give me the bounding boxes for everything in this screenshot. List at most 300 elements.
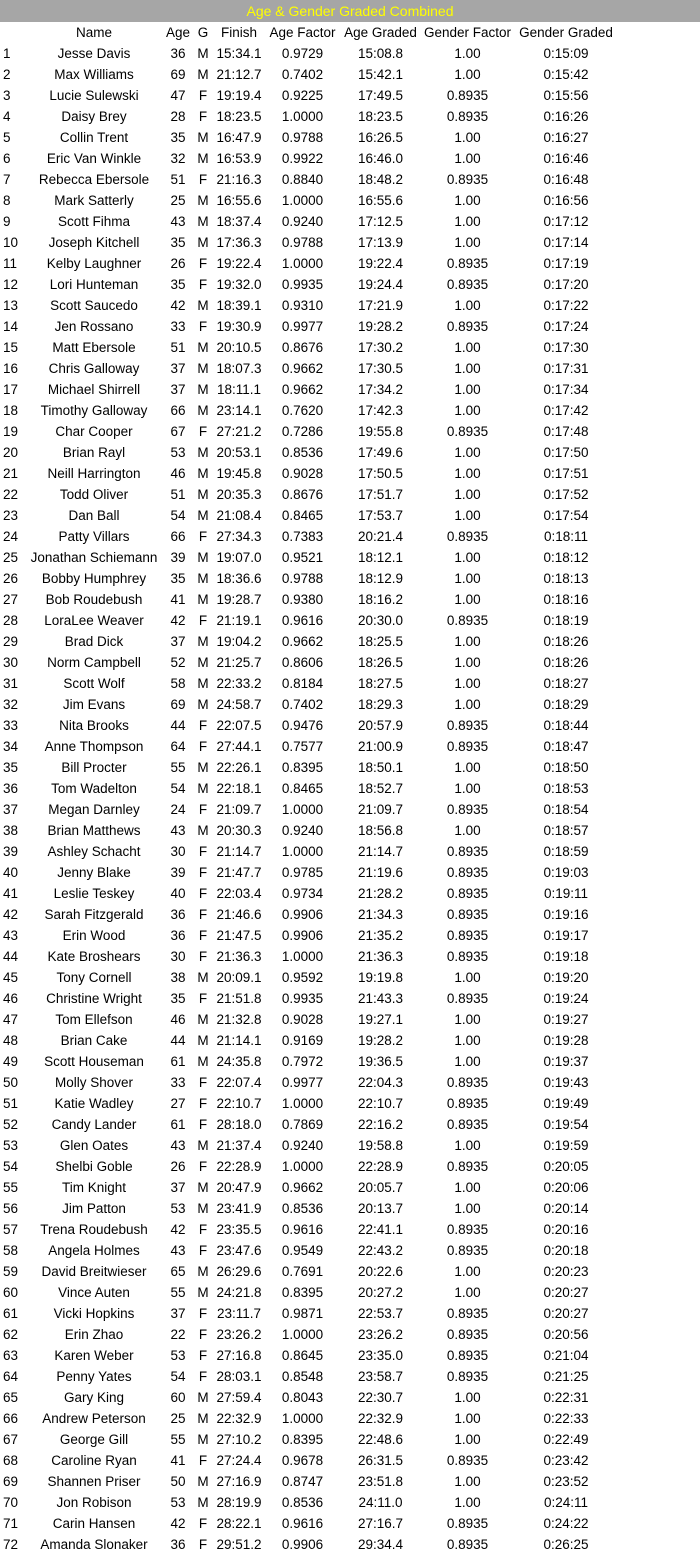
gender-graded-time-cell: 0:19:49: [543, 1096, 589, 1111]
age-cell: 25: [170, 193, 186, 208]
age-factor-cell: 0.9380: [281, 592, 324, 607]
runner-name-cell: Gary King: [63, 1390, 125, 1405]
row-spacer: [619, 106, 700, 127]
place-cell: 72: [3, 1537, 19, 1552]
gender-graded-time-cell: 0:17:19: [543, 256, 589, 271]
table-row: [0, 778, 700, 799]
gender-factor-cell: 0.8935: [446, 277, 489, 292]
gender-graded-time-cell: 0:20:27: [543, 1306, 589, 1321]
finish-time-cell: 27:21.2: [216, 424, 262, 439]
row-spacer: [619, 190, 700, 211]
sheet-title: Age & Gender Graded Combined: [0, 0, 700, 22]
gender-factor-cell: 1.00: [454, 1390, 481, 1405]
place-cell: 48: [3, 1033, 19, 1048]
finish-time-cell: 19:30.9: [216, 319, 262, 334]
results-body: [0, 43, 700, 1555]
table-row: [0, 232, 700, 253]
finish-time-cell: 22:18.1: [216, 781, 262, 796]
table-row: [0, 463, 700, 484]
runner-name-cell: Rebecca Ebersole: [38, 172, 150, 187]
finish-time-cell: 21:47.7: [216, 865, 262, 880]
gender-graded-time-cell: 0:16:48: [543, 172, 589, 187]
age-cell: 66: [170, 529, 186, 544]
gender-graded-time-cell: 0:20:23: [543, 1264, 589, 1279]
gender-factor-cell: 1.00: [454, 214, 481, 229]
age-graded-time-cell: 23:58.7: [357, 1369, 404, 1384]
age-cell: 36: [170, 46, 186, 61]
runner-name-cell: Lori Hunteman: [49, 277, 139, 292]
age-factor-cell: 0.8676: [281, 340, 324, 355]
age-factor-cell: 0.9788: [281, 130, 324, 145]
runner-name-cell: Brad Dick: [64, 634, 124, 649]
gender-graded-time-cell: 0:19:16: [543, 907, 589, 922]
finish-time-cell: 20:10.5: [216, 340, 262, 355]
table-row: [0, 988, 700, 1009]
place-cell: 11: [3, 256, 18, 271]
finish-time-cell: 22:26.1: [216, 760, 262, 775]
runner-name-cell: Ashley Schacht: [47, 844, 141, 859]
gender-cell: F: [198, 424, 208, 439]
age-cell: 30: [170, 844, 186, 859]
table-row: [0, 64, 700, 85]
gender-cell: F: [198, 256, 208, 271]
age-cell: 54: [170, 1369, 186, 1384]
age-cell: 37: [170, 634, 186, 649]
age-graded-time-cell: 22:32.9: [357, 1411, 404, 1426]
finish-time-cell: 24:58.7: [216, 697, 262, 712]
place-cell: 23: [3, 508, 19, 523]
gender-cell: M: [197, 1138, 209, 1153]
gender-graded-time-cell: 0:18:26: [543, 634, 589, 649]
age-factor-cell: 0.9662: [281, 361, 324, 376]
finish-time-cell: 20:30.3: [216, 823, 262, 838]
place-cell: 54: [3, 1159, 19, 1174]
age-factor-cell: 0.8840: [281, 172, 324, 187]
row-spacer: [619, 757, 700, 778]
place-cell: 44: [3, 949, 19, 964]
gender-factor-cell: 1.00: [454, 592, 481, 607]
gender-graded-time-cell: 0:19:18: [543, 949, 589, 964]
header-place: [0, 22, 26, 43]
age-factor-cell: 0.9788: [281, 571, 324, 586]
age-cell: 33: [170, 319, 186, 334]
age-factor-cell: 0.9922: [281, 151, 324, 166]
finish-time-cell: 23:35.5: [216, 1222, 262, 1237]
gender-factor-cell: 0.8935: [446, 1222, 489, 1237]
age-factor-cell: 0.8395: [281, 1285, 324, 1300]
age-cell: 66: [170, 403, 186, 418]
finish-time-cell: 23:41.9: [216, 1201, 262, 1216]
gender-graded-time-cell: 0:17:54: [543, 508, 589, 523]
age-factor-cell: 0.8043: [281, 1390, 324, 1405]
runner-name-cell: Eric Van Winkle: [46, 151, 142, 166]
age-factor-cell: 0.9977: [281, 319, 324, 334]
place-cell: 69: [3, 1474, 19, 1489]
table-row: [0, 694, 700, 715]
age-cell: 43: [170, 823, 186, 838]
row-spacer: [619, 253, 700, 274]
row-spacer: [619, 1492, 700, 1513]
table-row: [0, 1177, 700, 1198]
place-cell: 38: [3, 823, 19, 838]
age-graded-time-cell: 19:36.5: [357, 1054, 404, 1069]
gender-cell: F: [198, 1306, 208, 1321]
table-row: [0, 274, 700, 295]
age-factor-cell: 0.8184: [281, 676, 324, 691]
table-row: [0, 1009, 700, 1030]
finish-time-cell: 19:19.4: [216, 88, 262, 103]
header-row: [0, 22, 700, 43]
age-graded-time-cell: 17:50.5: [357, 466, 404, 481]
table-row: [0, 1471, 700, 1492]
row-spacer: [619, 925, 700, 946]
age-cell: 37: [170, 1180, 186, 1195]
gender-factor-cell: 1.00: [454, 634, 481, 649]
age-factor-cell: 0.8645: [281, 1348, 324, 1363]
age-graded-time-cell: 21:34.3: [357, 907, 404, 922]
table-row: [0, 526, 700, 547]
finish-time-cell: 17:36.3: [216, 235, 262, 250]
gender-graded-time-cell: 0:18:59: [543, 844, 589, 859]
gender-factor-cell: 0.8935: [446, 1243, 489, 1258]
runner-name-cell: Matt Ebersole: [52, 340, 136, 355]
gender-cell: F: [198, 1075, 208, 1090]
gender-factor-cell: 0.8935: [446, 739, 489, 754]
gender-graded-time-cell: 0:20:06: [543, 1180, 589, 1195]
row-spacer: [619, 736, 700, 757]
age-factor-cell: 0.9935: [281, 991, 324, 1006]
gender-factor-cell: 0.8935: [446, 529, 489, 544]
table-row: [0, 1198, 700, 1219]
row-spacer: [619, 1051, 700, 1072]
finish-time-cell: 18:07.3: [216, 361, 262, 376]
age-cell: 51: [170, 340, 186, 355]
runner-name-cell: Candy Lander: [51, 1117, 137, 1132]
gender-graded-time-cell: 0:17:30: [543, 340, 589, 355]
gender-factor-cell: 0.8935: [446, 613, 489, 628]
age-factor-cell: 0.9662: [281, 382, 324, 397]
age-cell: 54: [170, 781, 186, 796]
finish-time-cell: 24:35.8: [216, 1054, 262, 1069]
table-row: [0, 589, 700, 610]
runner-name-cell: Caroline Ryan: [51, 1453, 137, 1468]
finish-time-cell: 22:03.4: [216, 886, 262, 901]
runner-name-cell: Norm Campbell: [47, 655, 141, 670]
runner-name-cell: Lucie Sulewski: [49, 88, 139, 103]
runner-name-cell: Erin Wood: [62, 928, 126, 943]
row-spacer: [619, 43, 700, 64]
age-factor-cell: 0.8536: [281, 1495, 324, 1510]
gender-cell: F: [198, 529, 208, 544]
finish-time-cell: 23:14.1: [216, 403, 262, 418]
age-cell: 35: [170, 130, 186, 145]
gender-factor-cell: 0.8935: [446, 718, 489, 733]
finish-time-cell: 28:18.0: [216, 1117, 262, 1132]
table-row: [0, 1429, 700, 1450]
gender-cell: F: [198, 907, 208, 922]
gender-cell: M: [197, 445, 209, 460]
gender-graded-time-cell: 0:26:25: [543, 1537, 589, 1552]
gender-factor-cell: 0.8935: [446, 802, 489, 817]
gender-graded-time-cell: 0:20:16: [543, 1222, 589, 1237]
gender-cell: M: [197, 487, 209, 502]
row-spacer: [619, 862, 700, 883]
place-cell: 53: [3, 1138, 19, 1153]
age-cell: 50: [170, 1474, 186, 1489]
gender-cell: F: [198, 844, 208, 859]
age-factor-cell: 0.9734: [281, 886, 324, 901]
gender-graded-time-cell: 0:21:25: [543, 1369, 589, 1384]
runner-name-cell: Karen Weber: [54, 1348, 134, 1363]
gender-cell: M: [197, 1285, 209, 1300]
header-age-graded: Age Graded: [344, 25, 417, 40]
row-spacer: [619, 631, 700, 652]
runner-name-cell: Scott Saucedo: [50, 298, 138, 313]
gender-graded-time-cell: 0:18:50: [543, 760, 589, 775]
age-graded-time-cell: 19:19.8: [357, 970, 404, 985]
table-row: [0, 883, 700, 904]
gender-cell: M: [197, 340, 209, 355]
age-factor-cell: 0.9549: [281, 1243, 324, 1258]
table-row: [0, 904, 700, 925]
age-factor-cell: 0.9169: [281, 1033, 324, 1048]
gender-factor-cell: 1.00: [454, 823, 481, 838]
age-graded-time-cell: 21:28.2: [357, 886, 404, 901]
finish-time-cell: 18:36.6: [216, 571, 262, 586]
finish-time-cell: 27:44.1: [216, 739, 262, 754]
gender-factor-cell: 0.8935: [446, 907, 489, 922]
gender-graded-time-cell: 0:18:26: [543, 655, 589, 670]
place-cell: 47: [3, 1012, 19, 1027]
place-cell: 31: [3, 676, 19, 691]
age-cell: 30: [170, 949, 186, 964]
finish-time-cell: 16:53.9: [216, 151, 262, 166]
row-spacer: [619, 1387, 700, 1408]
row-spacer: [619, 1030, 700, 1051]
place-cell: 60: [3, 1285, 19, 1300]
table-row: [0, 1450, 700, 1471]
place-cell: 26: [3, 571, 19, 586]
finish-time-cell: 18:23.5: [216, 109, 262, 124]
row-spacer: [619, 820, 700, 841]
age-cell: 24: [170, 802, 186, 817]
place-cell: 65: [3, 1390, 19, 1405]
place-cell: 37: [3, 802, 19, 817]
age-graded-time-cell: 16:26.5: [357, 130, 404, 145]
finish-time-cell: 18:39.1: [216, 298, 262, 313]
place-cell: 15: [3, 340, 19, 355]
table-row: [0, 799, 700, 820]
gender-cell: M: [197, 46, 209, 61]
table-row: [0, 1492, 700, 1513]
age-graded-time-cell: 19:27.1: [357, 1012, 404, 1027]
place-cell: 9: [3, 214, 11, 229]
gender-graded-time-cell: 0:18:16: [543, 592, 589, 607]
row-spacer: [619, 274, 700, 295]
place-cell: 57: [3, 1222, 19, 1237]
age-cell: 46: [170, 1012, 186, 1027]
age-graded-time-cell: 17:42.3: [357, 403, 404, 418]
age-cell: 60: [170, 1390, 186, 1405]
gender-cell: F: [198, 1453, 208, 1468]
finish-time-cell: 19:28.7: [216, 592, 262, 607]
place-cell: 63: [3, 1348, 19, 1363]
gender-cell: M: [197, 235, 209, 250]
gender-factor-cell: 0.8935: [446, 1306, 489, 1321]
age-graded-time-cell: 22:41.1: [357, 1222, 404, 1237]
gender-factor-cell: 1.00: [454, 193, 481, 208]
age-graded-time-cell: 20:21.4: [357, 529, 404, 544]
row-spacer: [619, 232, 700, 253]
age-graded-time-cell: 17:51.7: [357, 487, 404, 502]
runner-name-cell: Vicki Hopkins: [53, 1306, 135, 1321]
row-spacer: [619, 967, 700, 988]
age-factor-cell: 0.9225: [281, 88, 324, 103]
place-cell: 43: [3, 928, 19, 943]
age-factor-cell: 0.9476: [281, 718, 324, 733]
gender-graded-time-cell: 0:19:11: [543, 886, 589, 901]
age-graded-time-cell: 19:55.8: [357, 424, 404, 439]
row-spacer: [619, 1177, 700, 1198]
age-factor-cell: 0.9662: [281, 1180, 324, 1195]
gender-factor-cell: 1.00: [454, 1033, 481, 1048]
place-cell: 58: [3, 1243, 19, 1258]
header-age: Age: [165, 25, 191, 40]
age-cell: 65: [170, 1264, 186, 1279]
table-row: [0, 820, 700, 841]
finish-time-cell: 21:51.8: [216, 991, 262, 1006]
gender-factor-cell: 0.8935: [446, 88, 489, 103]
age-graded-time-cell: 17:34.2: [357, 382, 404, 397]
gender-factor-cell: 0.8935: [446, 1075, 489, 1090]
gender-cell: M: [197, 1180, 209, 1195]
header-gender-factor: Gender Factor: [423, 25, 512, 40]
place-cell: 12: [3, 277, 19, 292]
row-spacer: [619, 442, 700, 463]
gender-factor-cell: 1.00: [454, 130, 481, 145]
place-cell: 45: [3, 970, 19, 985]
gender-graded-time-cell: 0:21:04: [543, 1348, 589, 1363]
age-graded-time-cell: 21:00.9: [357, 739, 404, 754]
gender-graded-time-cell: 0:17:52: [543, 487, 589, 502]
age-graded-time-cell: 24:11.0: [358, 1495, 403, 1510]
place-cell: 59: [3, 1264, 19, 1279]
place-cell: 19: [3, 424, 19, 439]
runner-name-cell: Shelbi Goble: [55, 1159, 133, 1174]
finish-time-cell: 22:32.9: [216, 1411, 262, 1426]
finish-time-cell: 16:47.9: [216, 130, 262, 145]
age-graded-time-cell: 19:22.4: [357, 256, 404, 271]
age-cell: 55: [170, 1432, 186, 1447]
age-graded-time-cell: 19:58.8: [357, 1138, 404, 1153]
row-spacer: [619, 988, 700, 1009]
gender-graded-time-cell: 0:17:50: [543, 445, 589, 460]
place-cell: 28: [3, 613, 19, 628]
gender-factor-cell: 0.8935: [446, 1516, 489, 1531]
place-cell: 22: [3, 487, 19, 502]
age-cell: 35: [170, 277, 186, 292]
age-cell: 35: [170, 571, 186, 586]
table-row: [0, 1534, 700, 1555]
gender-factor-cell: 0.8935: [446, 319, 489, 334]
age-cell: 51: [170, 172, 186, 187]
row-spacer: [619, 505, 700, 526]
row-spacer: [619, 1450, 700, 1471]
table-row: [0, 1051, 700, 1072]
runner-name-cell: Todd Oliver: [59, 487, 129, 502]
gender-cell: M: [197, 1390, 209, 1405]
gender-cell: M: [197, 193, 209, 208]
age-factor-cell: 0.9788: [281, 235, 324, 250]
age-factor-cell: 0.8536: [281, 1201, 324, 1216]
age-factor-cell: 0.9616: [281, 613, 324, 628]
table-row: [0, 1093, 700, 1114]
place-cell: 16: [3, 361, 19, 376]
gender-factor-cell: 0.8935: [446, 172, 489, 187]
age-factor-cell: 0.7869: [281, 1117, 324, 1132]
age-graded-time-cell: 22:28.9: [357, 1159, 404, 1174]
gender-factor-cell: 1.00: [454, 508, 481, 523]
place-cell: 62: [3, 1327, 19, 1342]
runner-name-cell: Neill Harrington: [47, 466, 141, 481]
age-graded-time-cell: 18:12.9: [357, 571, 404, 586]
gender-cell: F: [198, 1159, 208, 1174]
gender-graded-time-cell: 0:18:54: [543, 802, 589, 817]
gender-factor-cell: 0.8935: [446, 1096, 489, 1111]
row-spacer: [619, 85, 700, 106]
gender-cell: M: [197, 214, 209, 229]
place-cell: 55: [3, 1180, 19, 1195]
table-row: [0, 295, 700, 316]
age-cell: 53: [170, 1201, 186, 1216]
finish-time-cell: 21:08.4: [216, 508, 262, 523]
age-graded-time-cell: 17:13.9: [357, 235, 404, 250]
age-factor-cell: 0.9028: [281, 466, 324, 481]
row-spacer: [619, 211, 700, 232]
gender-factor-cell: 1.00: [454, 1495, 481, 1510]
runner-name-cell: Vince Auten: [58, 1285, 130, 1300]
age-graded-time-cell: 21:19.6: [357, 865, 404, 880]
row-spacer: [619, 694, 700, 715]
table-row: [0, 1114, 700, 1135]
place-cell: 25: [3, 550, 19, 565]
runner-name-cell: Scott Houseman: [44, 1054, 144, 1069]
table-row: [0, 148, 700, 169]
finish-time-cell: 22:07.5: [216, 718, 262, 733]
place-cell: 66: [3, 1411, 19, 1426]
gender-graded-time-cell: 0:18:47: [543, 739, 589, 754]
table-row: [0, 505, 700, 526]
gender-cell: M: [197, 403, 209, 418]
place-cell: 42: [3, 907, 19, 922]
gender-cell: F: [198, 1117, 208, 1132]
age-factor-cell: 1.0000: [281, 1096, 324, 1111]
gender-factor-cell: 0.8935: [446, 991, 489, 1006]
gender-cell: M: [197, 697, 209, 712]
header-name: Name: [75, 25, 112, 40]
gender-factor-cell: 0.8935: [446, 1117, 489, 1132]
table-row: [0, 946, 700, 967]
gender-cell: F: [198, 172, 208, 187]
gender-factor-cell: 1.00: [454, 571, 481, 586]
place-cell: 3: [3, 88, 11, 103]
gender-cell: M: [197, 382, 209, 397]
gender-cell: F: [198, 1096, 208, 1111]
age-graded-time-cell: 22:30.7: [357, 1390, 404, 1405]
table-row: [0, 442, 700, 463]
age-graded-time-cell: 17:12.5: [357, 214, 404, 229]
table-row: [0, 736, 700, 757]
